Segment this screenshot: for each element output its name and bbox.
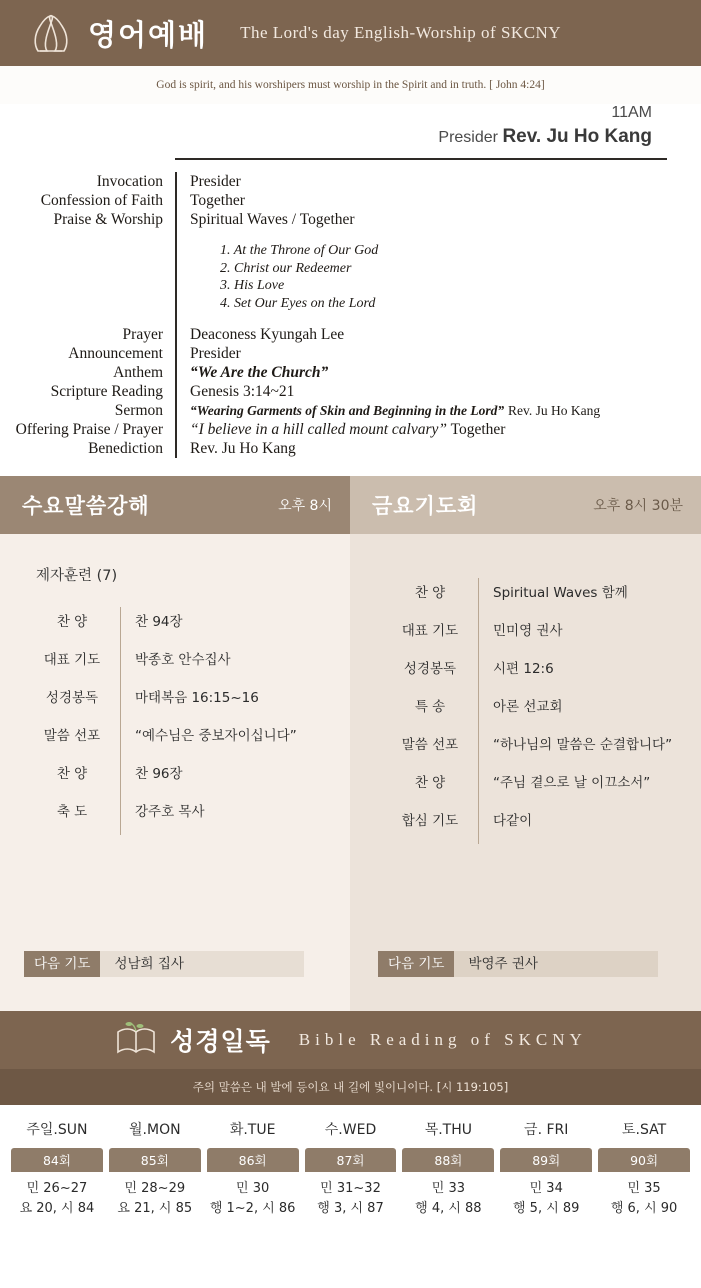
reading-day: 토.SAT: [622, 1122, 667, 1138]
reading-column: [8, 1119, 106, 1219]
weekday-services: [0, 476, 701, 1011]
sermon-title: “Wearing Garments of Skin and Beginning in the Lord”: [190, 403, 505, 418]
wednesday-order-list: [0, 607, 350, 835]
row-label: 성경봉독: [45, 690, 99, 706]
song-item: 2. Christ our Redeemer: [220, 260, 352, 276]
row-label: 말씀 선포: [43, 728, 101, 744]
order-row: [0, 191, 701, 210]
reading-column: [497, 1119, 595, 1219]
reading-column: [204, 1119, 302, 1219]
order-row: [0, 210, 701, 229]
song-item: 4. Set Our Eyes on the Lord: [220, 295, 376, 311]
row-label: 찬 양: [414, 585, 446, 601]
banner-title-korean: 영어예배: [88, 17, 209, 52]
wednesday-row: [24, 721, 350, 759]
friday-row: [382, 616, 701, 654]
row-label: 대표 기도: [401, 623, 459, 639]
row-value: 찬 96장: [120, 759, 350, 797]
row-label: 찬 양: [56, 614, 88, 630]
service-divider: [175, 158, 667, 160]
reading-count-badge: 90회: [598, 1148, 690, 1172]
order-row: [0, 439, 701, 458]
service-header: [0, 104, 701, 148]
row-value: Spiritual Waves 함께: [478, 578, 701, 616]
reading-passage-2: 요 20, 시 84: [19, 1201, 95, 1216]
row-label: 합심 기도: [401, 813, 459, 829]
row-value: “주님 곁으로 날 이끄소서”: [478, 768, 701, 806]
reading-count-badge: 89회: [500, 1148, 592, 1172]
order-label: Invocation: [96, 173, 163, 190]
friday-next-prayer: [378, 951, 658, 977]
order-label: Scripture Reading: [50, 383, 163, 400]
row-value: 찬 94장: [120, 607, 350, 645]
row-value: 시편 12:6: [478, 654, 701, 692]
reading-passage-1: 민 31~32: [320, 1181, 381, 1196]
order-label: Prayer: [122, 326, 163, 343]
top-verse-text: God is spirit, and his worshipers must worship in the Spirit and in truth. [ John 4:24]: [156, 79, 545, 91]
row-value: 마태복음 16:15~16: [120, 683, 350, 721]
reading-passage-2: 행 3, 시 87: [317, 1201, 384, 1216]
presider-label: Presider: [438, 129, 498, 146]
order-row: [0, 420, 701, 439]
reading-passage-2: 행 1~2, 시 86: [209, 1201, 296, 1216]
bible-verse-text: 주의 말씀은 내 발에 등이요 내 길에 빛이니이다. [시 119:105]: [192, 1080, 509, 1094]
order-label: Offering Praise / Prayer: [15, 421, 163, 438]
row-label: 축 도: [56, 804, 88, 820]
wednesday-row: [24, 683, 350, 721]
row-value: “하나님의 말씀은 순결합니다”: [478, 730, 701, 768]
banner-title-english: The Lord's day English-Worship of SKCNY: [240, 23, 562, 42]
reading-column: [595, 1119, 693, 1219]
order-value: Presider: [175, 172, 701, 191]
order-label: Sermon: [114, 402, 163, 419]
friday-row: [382, 692, 701, 730]
reading-passage-2: 행 4, 시 88: [415, 1201, 482, 1216]
order-row: [0, 363, 701, 382]
wednesday-row: [24, 607, 350, 645]
wednesday-title: 수요말씀강해: [22, 494, 150, 518]
praying-hands-icon: [28, 11, 74, 55]
friday-row: [382, 578, 701, 616]
service-time: 11AM: [611, 104, 652, 121]
offering-song-by: Together: [450, 421, 506, 438]
song-item: 1. At the Throne of Our God: [220, 243, 379, 258]
wednesday-header: [0, 476, 350, 534]
sermon-speaker: Rev. Ju Ho Kang: [507, 403, 601, 418]
wednesday-row: [24, 759, 350, 797]
reading-passage-1: 민 28~29: [124, 1181, 186, 1196]
order-value: Deaconess Kyungah Lee: [175, 325, 701, 344]
reading-passage-1: 민 26~27: [26, 1181, 88, 1196]
reading-column: [399, 1119, 497, 1219]
order-value: [175, 420, 701, 439]
order-value: Spiritual Waves / Together: [175, 210, 701, 229]
reading-passage-1: 민 35: [627, 1181, 661, 1196]
top-verse-strip: [0, 66, 701, 104]
row-label: 대표 기도: [43, 652, 101, 668]
wednesday-panel: [0, 476, 350, 1011]
friday-row: [382, 730, 701, 768]
praise-song-list: [175, 229, 701, 325]
row-label: 성경봉독: [403, 661, 457, 677]
order-row: [0, 344, 701, 363]
reading-passage-1: 민 30: [236, 1181, 270, 1196]
row-value: 박종호 안수집사: [120, 645, 350, 683]
order-value: Rev. Ju Ho Kang: [175, 439, 701, 458]
open-book-icon: [114, 1022, 158, 1058]
row-label: 찬 양: [414, 775, 446, 791]
row-value: 민미영 권사: [478, 616, 701, 654]
reading-passage-2: 행 5, 시 89: [512, 1201, 580, 1216]
bible-reading-table: [0, 1105, 701, 1219]
order-label: Anthem: [113, 364, 163, 381]
order-of-service: [0, 172, 701, 458]
reading-column: [302, 1119, 400, 1219]
row-label: 찬 양: [56, 766, 88, 782]
friday-title: 금요기도회: [372, 494, 479, 518]
reading-passage-2: 행 6, 시 90: [610, 1201, 678, 1216]
reading-passage-1: 민 34: [529, 1181, 563, 1196]
reading-day: 수.WED: [324, 1122, 377, 1138]
offering-song-title: “I believe in a hill called mount calvary”: [190, 421, 447, 438]
wednesday-row: [24, 797, 350, 835]
presider-name: Rev. Ju Ho Kang: [502, 126, 652, 147]
reading-count-badge: 86회: [207, 1148, 299, 1172]
row-value: 아론 선교회: [478, 692, 701, 730]
order-value: “We Are the Church”: [175, 363, 701, 382]
reading-count-badge: 87회: [305, 1148, 397, 1172]
order-row: [0, 172, 701, 191]
row-value: 강주호 목사: [120, 797, 350, 835]
reading-count-badge: 88회: [402, 1148, 494, 1172]
row-value: “예수님은 중보자이십니다”: [120, 721, 350, 759]
order-value: Presider: [175, 344, 701, 363]
bible-verse-strip: [0, 1069, 701, 1105]
wednesday-row: [24, 645, 350, 683]
row-value: 다같이: [478, 806, 701, 844]
order-label: Announcement: [68, 345, 163, 362]
reading-day: 금. FRI: [524, 1122, 569, 1138]
friday-order-list: [350, 578, 701, 844]
row-label: 특 송: [414, 699, 446, 715]
order-value: Together: [175, 191, 701, 210]
reading-column: [106, 1119, 204, 1219]
order-row: [0, 401, 701, 420]
reading-day: 목.THU: [424, 1122, 473, 1138]
reading-day: 월.MON: [129, 1122, 181, 1138]
friday-row: [382, 806, 701, 844]
friday-panel: [350, 476, 701, 1011]
bible-title-korean: 성경일독: [170, 1027, 271, 1056]
reading-day: 주일.SUN: [26, 1122, 88, 1138]
reading-passage-1: 민 33: [431, 1181, 465, 1196]
wednesday-subtitle: 제자훈련 (7): [36, 568, 118, 584]
order-row: [0, 325, 701, 344]
order-label: Praise & Worship: [53, 211, 163, 228]
friday-header: [350, 476, 701, 534]
bible-reading-banner: [0, 1011, 701, 1069]
reading-passage-2: 요 21, 시 85: [117, 1201, 193, 1216]
order-row: [0, 382, 701, 401]
order-label: Confession of Faith: [40, 192, 163, 209]
friday-row: [382, 654, 701, 692]
bible-title-english: Bible Reading of SKCNY: [298, 1030, 587, 1049]
wednesday-time: 오후 8시: [278, 498, 332, 514]
song-item: 3. His Love: [220, 278, 285, 293]
reading-day: 화.TUE: [229, 1122, 276, 1138]
friday-row: [382, 768, 701, 806]
next-prayer-value: 박영주 권사: [454, 951, 658, 977]
reading-count-badge: 84회: [11, 1148, 103, 1172]
next-prayer-label: 다음 기도: [378, 951, 454, 977]
reading-count-badge: 85회: [109, 1148, 201, 1172]
next-prayer-label: 다음 기도: [24, 951, 100, 977]
presider-line: [0, 126, 666, 148]
order-label: Benediction: [88, 440, 163, 457]
friday-time: 오후 8시 30분: [593, 498, 683, 514]
order-value: [175, 401, 701, 420]
row-label: 말씀 선포: [401, 737, 459, 753]
top-banner: [0, 0, 701, 66]
order-value: Genesis 3:14~21: [175, 382, 701, 401]
next-prayer-value: 성남희 집사: [100, 951, 304, 977]
wednesday-next-prayer: [24, 951, 304, 977]
